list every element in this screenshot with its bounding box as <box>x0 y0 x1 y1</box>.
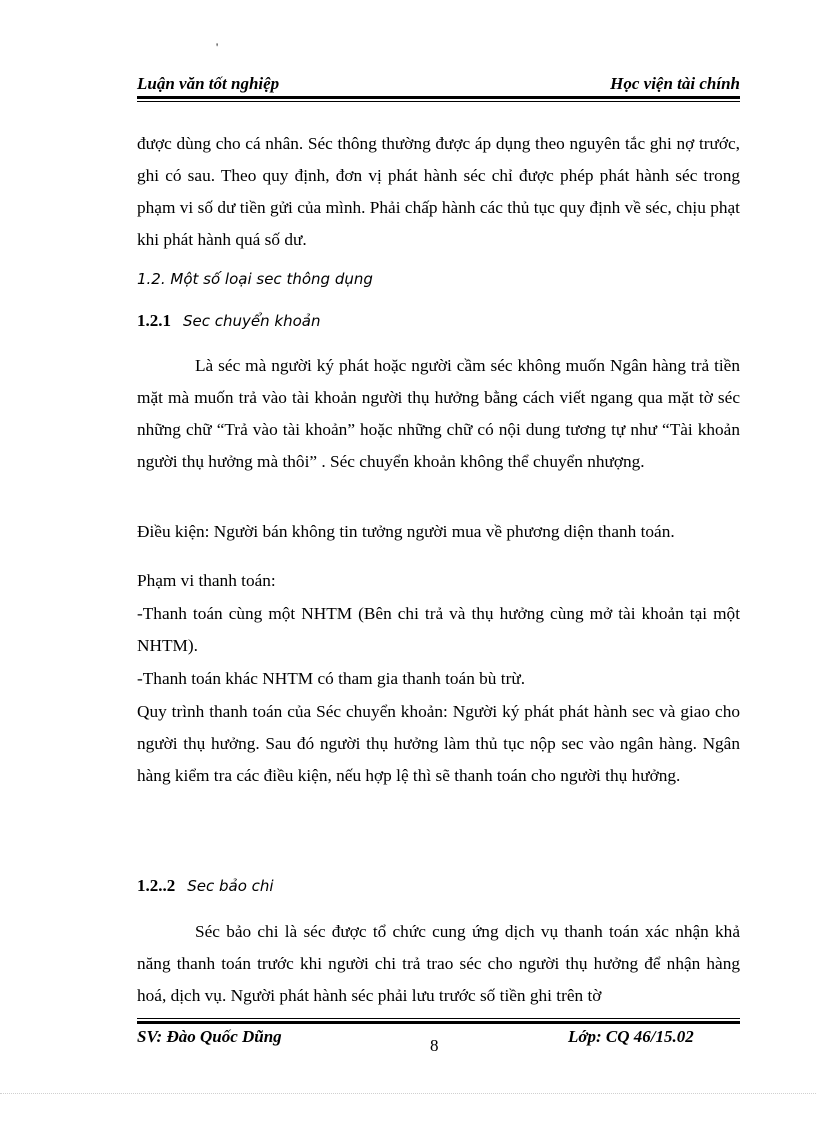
page-number: 8 <box>430 1036 439 1055</box>
paragraph-transfer-cheque: Là séc mà người ký phát hoặc người cầm séc không muốn Ngân hàng trả tiền mặt mà muốn trả vào tài khoản người thụ hưởng bằng cách viết ngang qua mặt tờ séc những chữ “Trả vào tài khoản” hoặc những chữ có nội dung tương tự như “Tài khoản người thụ hưởng mà thôi” . Séc chuyển khoản không thể chuyển nhượng. <box>137 356 740 471</box>
header-thesis-label: Luận văn tốt nghiệp <box>137 74 280 93</box>
footer-student: SV: Đào Quốc Dũng <box>137 1027 282 1046</box>
paragraph-condition: Điều kiện: Người bán không tin tưởng người mua về phương diện thanh toán. <box>137 522 675 541</box>
heading-number: 1.2..2 <box>137 876 176 895</box>
heading-title: Sec chuyển khoản <box>183 312 321 330</box>
page-header <box>137 74 740 96</box>
heading-title: Sec bảo chi <box>187 877 274 895</box>
paragraph-scope-title: Phạm vi thanh toán: <box>137 571 276 590</box>
paragraph-certified-cheque: Séc bảo chi là séc được tổ chức cung ứng dịch vụ thanh toán xác nhận khả năng thanh toán trước khi người chi trả trao séc cho người thụ hưởng để nhận hàng hoá, dịch vụ. Người phát hành séc phải lưu trước số tiền ghi trên tờ <box>137 922 740 1005</box>
paragraph-scope-1: -Thanh toán cùng một NHTM (Bên chi trả và thụ hưởng cùng mở tài khoản tại một NHTM). <box>137 604 740 655</box>
header-rule-thick <box>137 96 740 99</box>
paragraph-intro: được dùng cho cá nhân. Séc thông thường được áp dụng theo nguyên tắc ghi nợ trước, ghi có sau. Theo quy định, đơn vị phát hành séc chỉ được phép phát hành séc trong phạm vi số dư tiền gửi của mình. Phải chấp hành các thủ tục quy định về séc, chịu phạt khi phát hành quá số dư. <box>137 134 740 249</box>
page-edge-divider <box>0 1093 816 1094</box>
heading-number: 1.2.1 <box>137 311 171 330</box>
footer-class: Lớp: CQ 46/15.02 <box>568 1027 694 1046</box>
header-institution: Học viện tài chính <box>610 74 740 93</box>
paragraph-scope-2: -Thanh toán khác NHTM có tham gia thanh toán bù trừ. <box>137 669 526 688</box>
paragraph-process: Quy trình thanh toán của Séc chuyển khoản: Người ký phát phát hành sec và giao cho người thụ hưởng. Sau đó người thụ hưởng làm thủ tục nộp sec vào ngân hàng. Ngân hàng kiểm tra các điều kiện, nếu hợp lệ thì sẽ thanh toán cho người thụ hưởng. <box>137 702 740 785</box>
section-heading-1-2-1 <box>137 311 320 331</box>
footer-rule-thin <box>137 1018 740 1019</box>
stray-mark: ' <box>216 40 219 54</box>
footer-rule-thick <box>137 1021 740 1024</box>
header-rule-thin <box>137 101 740 102</box>
section-heading-1-2: 1.2. Một số loại sec thông dụng <box>137 270 373 288</box>
section-heading-1-2-2 <box>137 876 274 896</box>
